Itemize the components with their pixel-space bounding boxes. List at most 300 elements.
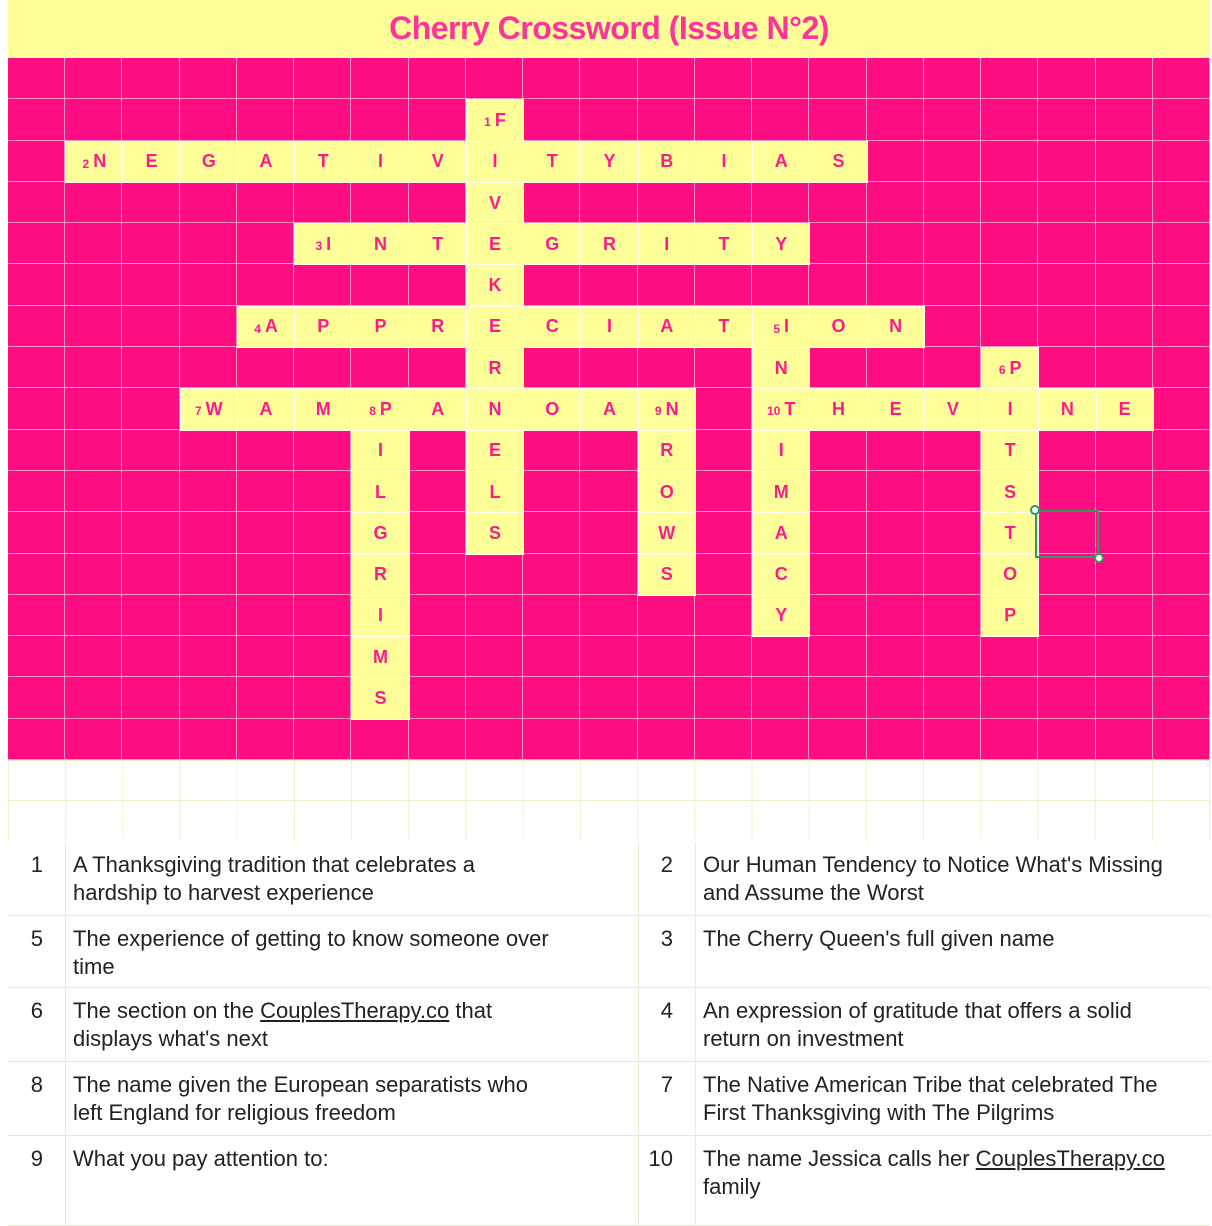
grid-cell[interactable] [1153, 58, 1210, 99]
grid-cell[interactable] [809, 595, 866, 636]
grid-cell[interactable] [580, 58, 637, 99]
grid-cell[interactable] [924, 223, 981, 264]
letter-cell[interactable] [981, 595, 1039, 637]
cell-selection-box[interactable] [1035, 510, 1099, 558]
letter-cell[interactable] [981, 430, 1039, 472]
grid-cell[interactable] [1153, 719, 1210, 760]
letter-cell[interactable] [523, 141, 581, 183]
grid-cell[interactable] [523, 347, 580, 388]
grid-cell[interactable] [8, 471, 65, 512]
grid-cell[interactable] [351, 264, 408, 305]
letter-cell[interactable] [409, 223, 467, 265]
grid-cell[interactable] [409, 58, 466, 99]
grid-cell[interactable] [122, 471, 179, 512]
grid-cell[interactable] [1096, 182, 1153, 223]
grid-cell[interactable] [1096, 99, 1153, 140]
grid-cell[interactable] [752, 182, 809, 223]
grid-cell[interactable] [294, 595, 351, 636]
grid-cell[interactable] [695, 719, 752, 760]
grid-cell[interactable] [180, 306, 237, 347]
grid-cell[interactable] [638, 264, 695, 305]
letter-cell[interactable] [351, 223, 409, 265]
grid-cell[interactable] [580, 512, 637, 553]
grid-cell[interactable] [1038, 99, 1095, 140]
grid-cell[interactable] [294, 719, 351, 760]
letter-cell[interactable] [409, 141, 467, 183]
grid-cell[interactable] [294, 99, 351, 140]
letter-cell[interactable] [981, 347, 1039, 389]
grid-cell[interactable] [294, 554, 351, 595]
grid-cell[interactable] [809, 554, 866, 595]
letter-cell[interactable] [695, 141, 753, 183]
grid-cell[interactable] [981, 99, 1038, 140]
grid-cell[interactable] [180, 264, 237, 305]
grid-cell[interactable] [638, 719, 695, 760]
grid-cell[interactable] [695, 347, 752, 388]
grid-cell[interactable] [65, 264, 122, 305]
letter-cell[interactable] [351, 471, 409, 513]
letter-cell[interactable] [523, 388, 581, 430]
grid-cell[interactable] [409, 471, 466, 512]
letter-cell[interactable] [924, 388, 982, 430]
grid-cell[interactable] [237, 99, 294, 140]
grid-cell[interactable] [1096, 58, 1153, 99]
grid-cell[interactable] [180, 430, 237, 471]
couplestherapy-link[interactable]: CouplesTherapy.co [975, 1146, 1165, 1171]
letter-cell[interactable] [466, 512, 524, 554]
grid-cell[interactable] [294, 347, 351, 388]
grid-cell[interactable] [867, 264, 924, 305]
grid-cell[interactable] [638, 677, 695, 718]
grid-cell[interactable] [65, 512, 122, 553]
grid-cell[interactable] [8, 554, 65, 595]
letter-cell[interactable] [466, 264, 524, 306]
grid-cell[interactable] [237, 636, 294, 677]
grid-cell[interactable] [294, 636, 351, 677]
grid-cell[interactable] [409, 264, 466, 305]
grid-cell[interactable] [809, 58, 866, 99]
grid-cell[interactable] [1153, 677, 1210, 718]
letter-cell[interactable] [695, 223, 753, 265]
grid-cell[interactable] [180, 595, 237, 636]
grid-cell[interactable] [523, 182, 580, 223]
letter-cell[interactable] [294, 141, 352, 183]
grid-cell[interactable] [294, 182, 351, 223]
grid-cell[interactable] [409, 636, 466, 677]
grid-cell[interactable] [924, 99, 981, 140]
grid-cell[interactable] [867, 141, 924, 182]
grid-cell[interactable] [523, 636, 580, 677]
grid-cell[interactable] [122, 306, 179, 347]
letter-cell[interactable] [580, 388, 638, 430]
grid-cell[interactable] [695, 99, 752, 140]
grid-cell[interactable] [638, 58, 695, 99]
grid-cell[interactable] [237, 58, 294, 99]
grid-cell[interactable] [8, 719, 65, 760]
crossword-grid[interactable] [8, 58, 1210, 760]
grid-cell[interactable] [237, 347, 294, 388]
grid-cell[interactable] [752, 58, 809, 99]
letter-cell[interactable] [351, 595, 409, 637]
letter-cell[interactable] [180, 388, 238, 430]
grid-cell[interactable] [580, 182, 637, 223]
letter-cell[interactable] [752, 388, 810, 430]
grid-cell[interactable] [638, 182, 695, 223]
grid-cell[interactable] [1153, 223, 1210, 264]
letter-cell[interactable] [580, 306, 638, 348]
letter-cell[interactable] [752, 141, 810, 183]
letter-cell[interactable] [1096, 388, 1154, 430]
grid-cell[interactable] [924, 58, 981, 99]
grid-cell[interactable] [924, 306, 981, 347]
grid-cell[interactable] [1096, 264, 1153, 305]
grid-cell[interactable] [580, 595, 637, 636]
grid-cell[interactable] [122, 677, 179, 718]
grid-cell[interactable] [237, 471, 294, 512]
grid-cell[interactable] [294, 264, 351, 305]
letter-cell[interactable] [981, 554, 1039, 596]
letter-cell[interactable] [237, 141, 295, 183]
grid-cell[interactable] [409, 554, 466, 595]
grid-cell[interactable] [409, 99, 466, 140]
grid-cell[interactable] [1153, 99, 1210, 140]
grid-cell[interactable] [351, 182, 408, 223]
grid-cell[interactable] [523, 58, 580, 99]
grid-cell[interactable] [1038, 264, 1095, 305]
letter-cell[interactable] [638, 430, 696, 472]
grid-cell[interactable] [65, 223, 122, 264]
grid-cell[interactable] [1153, 141, 1210, 182]
letter-cell[interactable] [351, 554, 409, 596]
grid-cell[interactable] [867, 471, 924, 512]
grid-cell[interactable] [409, 182, 466, 223]
letter-cell[interactable] [523, 306, 581, 348]
grid-cell[interactable] [809, 223, 866, 264]
grid-cell[interactable] [867, 512, 924, 553]
grid-cell[interactable] [1153, 306, 1210, 347]
letter-cell[interactable] [351, 306, 409, 348]
grid-cell[interactable] [409, 347, 466, 388]
grid-cell[interactable] [351, 347, 408, 388]
grid-cell[interactable] [1038, 471, 1095, 512]
grid-cell[interactable] [466, 554, 523, 595]
grid-cell[interactable] [8, 512, 65, 553]
grid-cell[interactable] [981, 264, 1038, 305]
grid-cell[interactable] [809, 182, 866, 223]
grid-cell[interactable] [638, 595, 695, 636]
grid-cell[interactable] [867, 719, 924, 760]
grid-cell[interactable] [867, 430, 924, 471]
grid-cell[interactable] [65, 430, 122, 471]
grid-cell[interactable] [523, 512, 580, 553]
grid-cell[interactable] [752, 677, 809, 718]
grid-cell[interactable] [8, 677, 65, 718]
grid-cell[interactable] [695, 595, 752, 636]
grid-cell[interactable] [1096, 141, 1153, 182]
grid-cell[interactable] [122, 58, 179, 99]
grid-cell[interactable] [638, 636, 695, 677]
letter-cell[interactable] [809, 388, 867, 430]
grid-cell[interactable] [1096, 347, 1153, 388]
letter-cell[interactable] [809, 306, 867, 348]
letter-cell[interactable] [867, 388, 925, 430]
grid-cell[interactable] [1038, 347, 1095, 388]
grid-cell[interactable] [695, 182, 752, 223]
letter-cell[interactable] [65, 141, 123, 183]
grid-cell[interactable] [695, 512, 752, 553]
selection-handle-bottom-right[interactable] [1094, 553, 1104, 563]
letter-cell[interactable] [752, 347, 810, 389]
couplestherapy-link[interactable]: CouplesTherapy.co [260, 998, 450, 1023]
letter-cell[interactable] [809, 141, 867, 183]
grid-cell[interactable] [1153, 471, 1210, 512]
grid-cell[interactable] [65, 636, 122, 677]
grid-cell[interactable] [65, 595, 122, 636]
grid-cell[interactable] [809, 264, 866, 305]
grid-cell[interactable] [924, 595, 981, 636]
grid-cell[interactable] [523, 99, 580, 140]
letter-cell[interactable] [180, 141, 238, 183]
grid-cell[interactable] [580, 347, 637, 388]
letter-cell[interactable] [466, 223, 524, 265]
grid-cell[interactable] [65, 306, 122, 347]
letter-cell[interactable] [466, 141, 524, 183]
grid-cell[interactable] [1096, 719, 1153, 760]
grid-cell[interactable] [1153, 182, 1210, 223]
grid-cell[interactable] [122, 512, 179, 553]
letter-cell[interactable] [638, 306, 696, 348]
letter-cell[interactable] [580, 223, 638, 265]
grid-cell[interactable] [294, 677, 351, 718]
grid-cell[interactable] [580, 264, 637, 305]
letter-cell[interactable] [351, 388, 409, 430]
grid-cell[interactable] [1038, 719, 1095, 760]
grid-cell[interactable] [695, 554, 752, 595]
letter-cell[interactable] [466, 430, 524, 472]
grid-cell[interactable] [752, 99, 809, 140]
letter-cell[interactable] [752, 306, 810, 348]
grid-cell[interactable] [809, 99, 866, 140]
grid-cell[interactable] [1096, 677, 1153, 718]
grid-cell[interactable] [523, 595, 580, 636]
letter-cell[interactable] [981, 388, 1039, 430]
letter-cell[interactable] [466, 347, 524, 389]
grid-cell[interactable] [695, 636, 752, 677]
grid-cell[interactable] [695, 677, 752, 718]
grid-cell[interactable] [1038, 595, 1095, 636]
grid-cell[interactable] [65, 58, 122, 99]
grid-cell[interactable] [237, 554, 294, 595]
grid-cell[interactable] [1096, 636, 1153, 677]
letter-cell[interactable] [237, 388, 295, 430]
grid-cell[interactable] [8, 306, 65, 347]
grid-cell[interactable] [523, 719, 580, 760]
grid-cell[interactable] [122, 719, 179, 760]
grid-cell[interactable] [65, 347, 122, 388]
grid-cell[interactable] [1038, 182, 1095, 223]
grid-cell[interactable] [981, 636, 1038, 677]
grid-cell[interactable] [466, 677, 523, 718]
grid-cell[interactable] [237, 595, 294, 636]
letter-cell[interactable] [752, 471, 810, 513]
grid-cell[interactable] [809, 677, 866, 718]
grid-cell[interactable] [180, 223, 237, 264]
grid-cell[interactable] [65, 388, 122, 429]
grid-cell[interactable] [867, 182, 924, 223]
grid-cell[interactable] [8, 141, 65, 182]
grid-cell[interactable] [981, 677, 1038, 718]
grid-cell[interactable] [180, 636, 237, 677]
grid-cell[interactable] [867, 595, 924, 636]
grid-cell[interactable] [924, 182, 981, 223]
letter-cell[interactable] [752, 595, 810, 637]
letter-cell[interactable] [122, 141, 180, 183]
letter-cell[interactable] [294, 223, 352, 265]
grid-cell[interactable] [65, 554, 122, 595]
grid-cell[interactable] [580, 554, 637, 595]
grid-cell[interactable] [8, 182, 65, 223]
grid-cell[interactable] [1153, 512, 1210, 553]
grid-cell[interactable] [695, 58, 752, 99]
grid-cell[interactable] [867, 58, 924, 99]
letter-cell[interactable] [351, 430, 409, 472]
grid-cell[interactable] [122, 388, 179, 429]
grid-cell[interactable] [867, 347, 924, 388]
grid-cell[interactable] [523, 264, 580, 305]
grid-cell[interactable] [1153, 554, 1210, 595]
grid-cell[interactable] [237, 223, 294, 264]
grid-cell[interactable] [8, 223, 65, 264]
grid-cell[interactable] [580, 471, 637, 512]
letter-cell[interactable] [351, 512, 409, 554]
grid-cell[interactable] [180, 471, 237, 512]
grid-cell[interactable] [924, 471, 981, 512]
letter-cell[interactable] [466, 471, 524, 513]
grid-cell[interactable] [1153, 595, 1210, 636]
grid-cell[interactable] [981, 306, 1038, 347]
grid-cell[interactable] [294, 512, 351, 553]
letter-cell[interactable] [466, 99, 524, 141]
grid-cell[interactable] [752, 264, 809, 305]
grid-cell[interactable] [180, 719, 237, 760]
grid-cell[interactable] [1038, 636, 1095, 677]
letter-cell[interactable] [466, 182, 524, 224]
grid-cell[interactable] [409, 719, 466, 760]
letter-cell[interactable] [351, 636, 409, 678]
grid-cell[interactable] [809, 347, 866, 388]
letter-cell[interactable] [1038, 388, 1096, 430]
grid-cell[interactable] [924, 347, 981, 388]
grid-cell[interactable] [122, 636, 179, 677]
grid-cell[interactable] [924, 677, 981, 718]
letter-cell[interactable] [638, 512, 696, 554]
letter-cell[interactable] [294, 388, 352, 430]
letter-cell[interactable] [237, 306, 295, 348]
grid-cell[interactable] [180, 182, 237, 223]
grid-cell[interactable] [1038, 430, 1095, 471]
grid-cell[interactable] [924, 141, 981, 182]
grid-cell[interactable] [867, 554, 924, 595]
grid-cell[interactable] [237, 182, 294, 223]
grid-cell[interactable] [1096, 471, 1153, 512]
grid-cell[interactable] [924, 636, 981, 677]
grid-cell[interactable] [65, 99, 122, 140]
grid-cell[interactable] [1038, 223, 1095, 264]
letter-cell[interactable] [294, 306, 352, 348]
grid-cell[interactable] [924, 264, 981, 305]
letter-cell[interactable] [695, 306, 753, 348]
letter-cell[interactable] [752, 512, 810, 554]
grid-cell[interactable] [981, 58, 1038, 99]
grid-cell[interactable] [466, 595, 523, 636]
grid-cell[interactable] [1153, 347, 1210, 388]
letter-cell[interactable] [752, 554, 810, 596]
grid-cell[interactable] [122, 554, 179, 595]
grid-cell[interactable] [638, 347, 695, 388]
letter-cell[interactable] [867, 306, 925, 348]
letter-cell[interactable] [752, 430, 810, 472]
grid-cell[interactable] [294, 58, 351, 99]
grid-cell[interactable] [122, 595, 179, 636]
grid-cell[interactable] [1153, 430, 1210, 471]
grid-cell[interactable] [1096, 223, 1153, 264]
grid-cell[interactable] [466, 719, 523, 760]
grid-cell[interactable] [1096, 306, 1153, 347]
grid-cell[interactable] [981, 182, 1038, 223]
grid-cell[interactable] [8, 636, 65, 677]
letter-cell[interactable] [409, 388, 467, 430]
grid-cell[interactable] [867, 99, 924, 140]
grid-cell[interactable] [1096, 595, 1153, 636]
grid-cell[interactable] [122, 99, 179, 140]
grid-cell[interactable] [294, 471, 351, 512]
grid-cell[interactable] [809, 512, 866, 553]
grid-cell[interactable] [237, 264, 294, 305]
grid-cell[interactable] [1096, 430, 1153, 471]
grid-cell[interactable] [981, 141, 1038, 182]
grid-cell[interactable] [867, 223, 924, 264]
grid-cell[interactable] [981, 223, 1038, 264]
grid-cell[interactable] [1153, 388, 1210, 429]
grid-cell[interactable] [638, 99, 695, 140]
letter-cell[interactable] [638, 471, 696, 513]
letter-cell[interactable] [466, 388, 524, 430]
grid-cell[interactable] [809, 430, 866, 471]
grid-cell[interactable] [580, 430, 637, 471]
grid-cell[interactable] [8, 264, 65, 305]
grid-cell[interactable] [580, 719, 637, 760]
grid-cell[interactable] [8, 58, 65, 99]
grid-cell[interactable] [122, 430, 179, 471]
grid-cell[interactable] [409, 595, 466, 636]
grid-cell[interactable] [351, 719, 408, 760]
grid-cell[interactable] [237, 512, 294, 553]
grid-cell[interactable] [752, 636, 809, 677]
grid-cell[interactable] [867, 636, 924, 677]
grid-cell[interactable] [867, 677, 924, 718]
grid-cell[interactable] [122, 264, 179, 305]
grid-cell[interactable] [523, 677, 580, 718]
letter-cell[interactable] [351, 141, 409, 183]
letter-cell[interactable] [466, 306, 524, 348]
grid-cell[interactable] [180, 677, 237, 718]
grid-cell[interactable] [8, 347, 65, 388]
grid-cell[interactable] [1153, 636, 1210, 677]
grid-cell[interactable] [180, 347, 237, 388]
letter-cell[interactable] [523, 223, 581, 265]
letter-cell[interactable] [409, 306, 467, 348]
grid-cell[interactable] [409, 512, 466, 553]
